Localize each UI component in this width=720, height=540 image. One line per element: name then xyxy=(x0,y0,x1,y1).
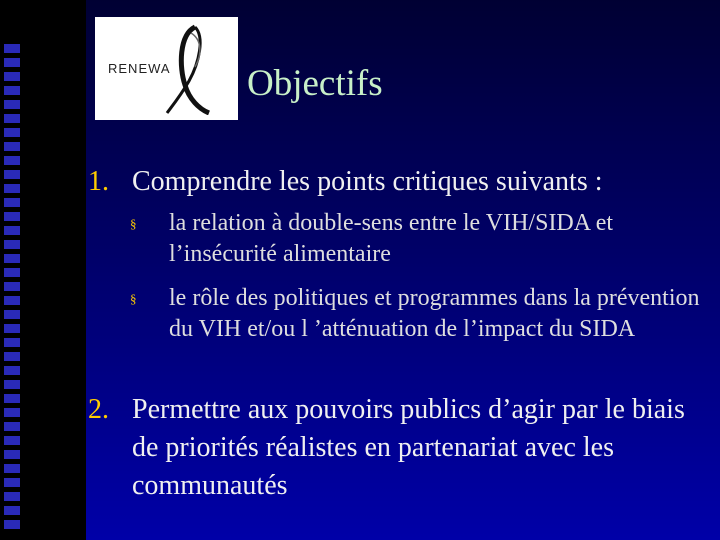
list-number-1: 1. xyxy=(88,166,109,197)
bullet-icon: § xyxy=(130,291,137,306)
sub-item-2 xyxy=(130,283,709,345)
sub-item-1 xyxy=(130,208,709,270)
square-pattern-decoration xyxy=(4,44,20,534)
slide-title: Objectifs xyxy=(247,63,383,104)
logo-text: RENEWA xyxy=(108,61,171,76)
left-sidebar-decoration xyxy=(0,0,86,540)
list-text-2: Permettre aux pouvoirs publics d’agir par le biais de priorités réalistes en partenariat avec les communautés xyxy=(132,394,685,501)
bullet-icon: § xyxy=(130,216,137,231)
sub-item-text-1: la relation à double-sens entre le VIH/SIDA et l’insécurité alimentaire xyxy=(169,210,614,267)
list-item-1 xyxy=(88,166,603,198)
renewal-logo xyxy=(95,17,238,120)
sub-item-text-2: le rôle des politiques et programmes dans la prévention du VIH et/ou l ’atténuation de l’impact du SIDA xyxy=(169,285,700,342)
list-number-2: 2. xyxy=(88,394,109,425)
list-item-2 xyxy=(88,391,708,505)
ribbon-icon xyxy=(165,23,215,115)
list-text-1: Comprendre les points critiques suivants : xyxy=(132,166,603,197)
